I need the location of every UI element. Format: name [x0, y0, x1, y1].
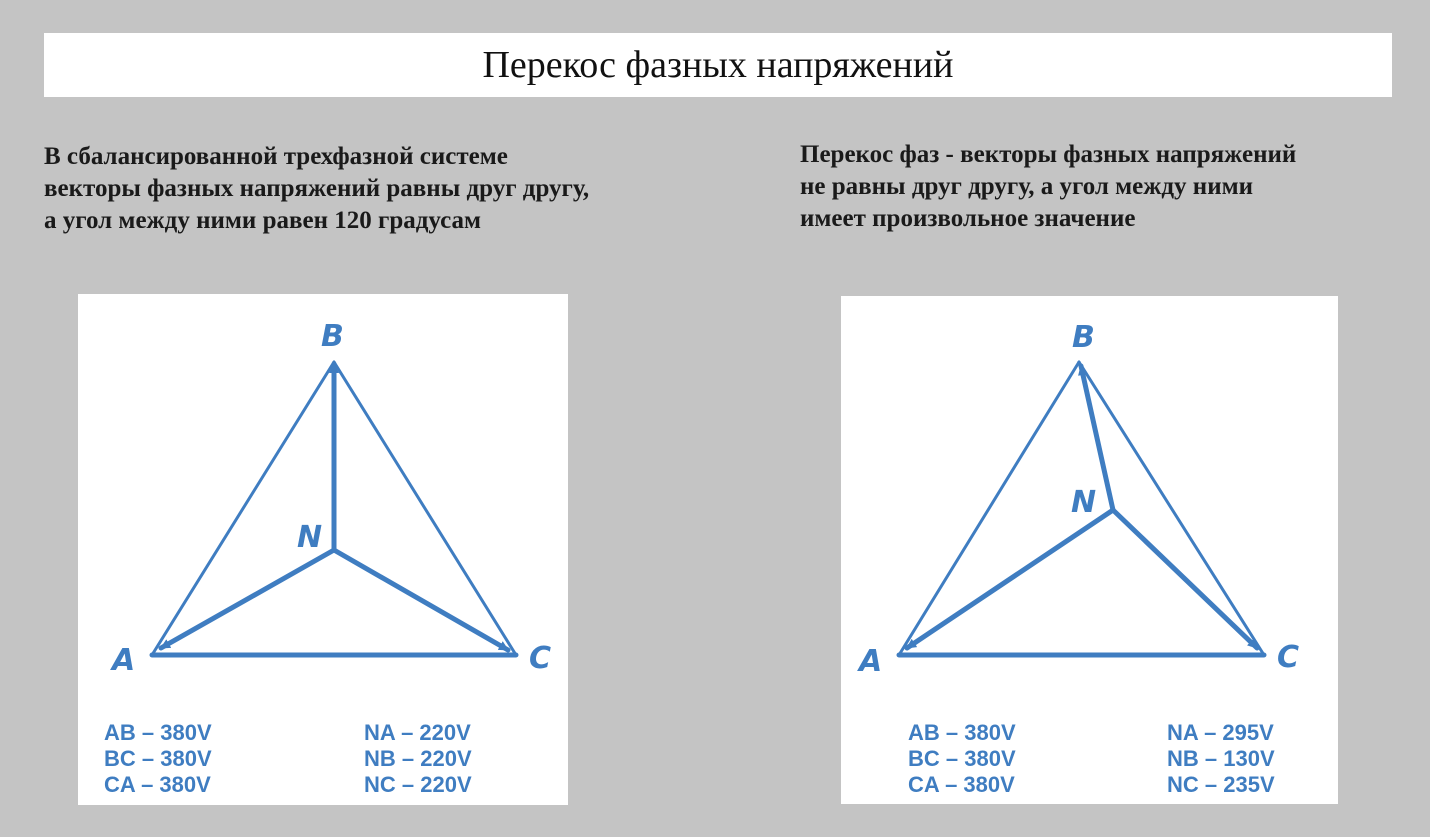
caption-line: векторы фазных напряжений равны друг другу,: [44, 175, 590, 202]
value-ca: CA – 380V: [104, 772, 211, 797]
caption-line: не равны друг другу, а угол между ними: [800, 173, 1254, 200]
title-bar: [44, 33, 1392, 97]
value-bc: BC – 380V: [908, 746, 1016, 771]
caption-line: В сбалансированной трехфазной системе: [44, 143, 508, 170]
page-title: Перекос фазных напряжений: [482, 44, 954, 86]
side-bc: [334, 362, 516, 655]
caption-line: а угол между ними равен 120 градусам: [44, 207, 482, 234]
vertex-label-a: A: [112, 643, 136, 678]
caption-line: Перекос фаз - векторы фазных напряжений: [800, 141, 1297, 168]
line-voltages: [908, 720, 1016, 798]
value-bc: BC – 380V: [104, 746, 212, 771]
side-ab: [899, 362, 1079, 655]
side-ab: [152, 362, 334, 655]
value-nb: NB – 220V: [364, 746, 472, 771]
vertex-label-c: C: [1277, 640, 1300, 675]
vertex-label-n: N: [1071, 485, 1097, 520]
vertex-label-a: A: [859, 644, 883, 679]
value-na: NA – 220V: [364, 720, 471, 745]
vector-na: [907, 510, 1113, 648]
side-bc: [1079, 362, 1264, 655]
value-nc: NC – 220V: [364, 772, 472, 797]
caption-line: имеет произвольное значение: [800, 205, 1136, 232]
vertex-label-b: B: [1072, 320, 1095, 355]
value-ab: AB – 380V: [908, 720, 1016, 745]
vertex-label-b: B: [321, 319, 344, 354]
vertex-label-c: C: [529, 641, 552, 676]
unbalanced-diagram-panel: [841, 296, 1338, 804]
caption-balanced: [44, 141, 589, 237]
value-nc: NC – 235V: [1167, 772, 1275, 797]
caption-unbalanced: [800, 139, 1296, 235]
phase-voltages: [1167, 720, 1275, 798]
value-nb: NB – 130V: [1167, 746, 1275, 771]
phase-voltages: [364, 720, 472, 798]
line-voltages: [104, 720, 212, 798]
value-na: NA – 295V: [1167, 720, 1274, 745]
vertex-label-n: N: [297, 520, 323, 555]
balanced-diagram-panel: [78, 294, 568, 805]
value-ab: AB – 380V: [104, 720, 212, 745]
value-ca: CA – 380V: [908, 772, 1015, 797]
